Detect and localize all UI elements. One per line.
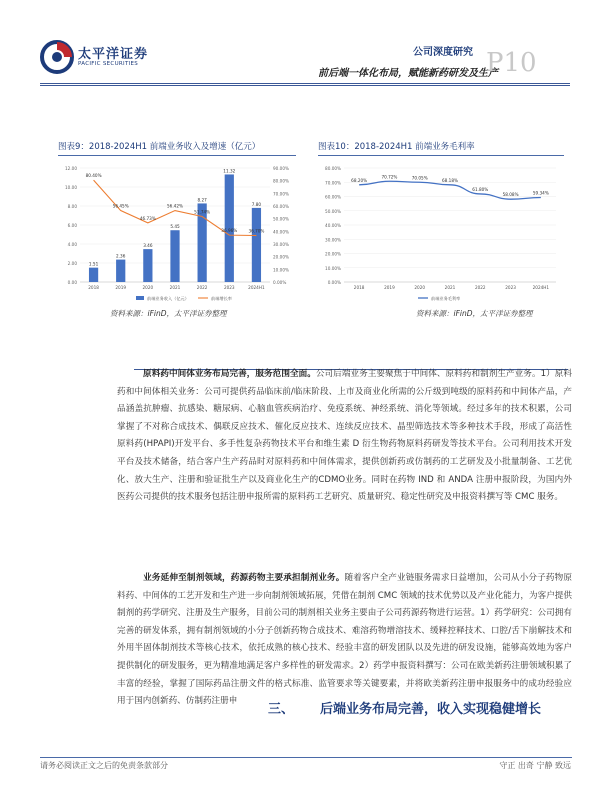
line-value-label: 70.05%	[411, 175, 428, 181]
figure-10-title: 图表10：2018-2024H1 前端业务毛利率	[318, 140, 564, 156]
line-value-label: 61.80%	[472, 186, 489, 192]
section-number: 三、	[268, 702, 295, 717]
bar-value-label: 1.51	[88, 261, 99, 267]
bar-value-label: 11.32	[223, 168, 236, 174]
report-type: 公司深度研究	[413, 47, 473, 58]
x-tick-label: 2024H1	[248, 285, 265, 290]
y-tick-label: 30.00%	[325, 237, 341, 243]
gross-margin-chart	[318, 156, 564, 306]
line-value-label: 70.72%	[381, 174, 398, 180]
logo-text-cn: 太平洋证券	[78, 47, 149, 62]
y-tick-label: 6.00	[67, 223, 77, 228]
bar-value-label: 8.27	[197, 197, 207, 203]
footer-motto: 守正 出奇 宁静 致远	[499, 761, 571, 770]
x-tick-label: 2022	[196, 285, 208, 290]
legend-label: 前端业务收入（亿元）	[147, 296, 189, 301]
report-title: 前后端一体化布局，赋能新药研发及生产	[318, 68, 498, 79]
y2-tick-label: 20.00%	[273, 254, 289, 260]
y-tick-label: 10.00	[65, 185, 77, 190]
paragraph-1-lead: 原料药中间体业务布局完善，服务范围全面。	[143, 369, 316, 379]
footer-disclaimer: 请务必阅读正文之后的免责条款部分	[40, 761, 168, 770]
line-value-label: 80.40%	[85, 173, 102, 179]
y2-tick-label: 40.00%	[273, 229, 289, 235]
logo-text-en: PACIFIC SECURITIES	[78, 61, 139, 67]
paragraph-2-text: 随着客户全产业链服务需求日益增加，公司从小分子药物原料药、中间体的工艺开发和生产进一步向制剂领域拓展，凭借在制剂 CMC 领域的技术优势以及产业化能力，为客户提供制剂的药学研究、注册及生产服务，目前公司的制剂相关业务主要由子公司药源药物进行运营。1）药学研究：公司拥有完善的研发体系，拥有制剂领域的小分子创新药物合成技术、难溶药物增溶技术、缓释控释技术、口腔/舌下崩解技术和外用半固体制剂技术等核心技术，依托成熟的核心技术、经验丰富的研发团队以及先进的研发设施，能够高效地为客户提供制化的研发服务，更为精准地满足客户多样性的研发需求。2）药学申报资料撰写：公司在欧美新药注册领域积累了丰富的经验，掌握了国际药品注册文件的格式标准、监管要求等关键要素，并将欧美新药注册申报服务中的成功经验应用于国内创新药、仿制药注册申	[117, 573, 572, 707]
revenue-growth-chart	[58, 156, 296, 306]
header-divider-secondary	[40, 85, 570, 86]
y-tick-label: 12.00	[65, 166, 77, 171]
line-value-label: 36.70%	[248, 228, 265, 234]
line-value-label: 56.45%	[112, 203, 129, 209]
y-tick-label: 2.00	[67, 261, 77, 266]
y2-tick-label: 50.00%	[273, 216, 289, 222]
y-tick-label: 80.00%	[325, 166, 341, 171]
bar	[170, 230, 179, 282]
line-value-label: 46.73%	[139, 215, 156, 221]
x-tick-label: 2020	[142, 285, 154, 290]
figure-10-source: 资料来源：iFinD，太平洋证券整理	[416, 309, 533, 318]
y2-tick-label: 60.00%	[273, 204, 289, 209]
x-tick-label: 2021	[444, 285, 456, 290]
figure-9-title: 图表9：2018-2024H1 前端业务收入及增速（亿元）	[58, 140, 296, 156]
y-tick-label: 50.00%	[325, 208, 341, 214]
line-value-label: 58.08%	[502, 192, 519, 198]
figure-10	[318, 140, 564, 318]
y-tick-label: 8.00	[67, 204, 77, 209]
bar-value-label: 7.80	[251, 201, 262, 207]
line-value-label: 36.96%	[221, 228, 238, 234]
bar-value-label: 2.36	[116, 253, 126, 259]
y-tick-label: 0.00%	[327, 280, 341, 285]
y-tick-label: 0.00	[67, 280, 77, 285]
line-value-label: 68.18%	[442, 177, 458, 183]
figure-9	[58, 140, 296, 318]
y2-tick-label: 70.00%	[273, 191, 289, 197]
paragraph-formulation	[117, 570, 572, 711]
line-value-label: 51.74%	[194, 209, 211, 215]
bar	[116, 260, 125, 282]
x-tick-label: 2019	[384, 285, 395, 290]
y-tick-label: 10.00%	[325, 265, 341, 271]
line-value-label: 59.34%	[532, 190, 549, 196]
y2-tick-label: 10.00%	[273, 267, 289, 273]
y2-tick-label: 80.00%	[273, 178, 289, 184]
company-logo	[40, 40, 160, 74]
y2-tick-label: 0.00%	[273, 280, 287, 285]
x-tick-label: 2021	[169, 285, 181, 290]
x-tick-label: 2023	[223, 285, 235, 290]
x-tick-label: 2018	[353, 285, 365, 290]
legend-label: 前端增长率	[211, 296, 232, 301]
page-number: P10	[486, 48, 537, 78]
bar-value-label: 5.45	[170, 224, 180, 230]
x-tick-label: 2020	[414, 285, 426, 290]
paragraph-1-text: 公司后端业务主要聚焦于中间体、原料药和制剂生产业务。1）原料药和中间体相关业务：公司可提供药品临床前/临床阶段、上市及商业化所需的公斤级到吨级的原料药和中间体产品，产品涵盖抗肿瘤、抗感染、糖尿病、心脑血管疾病治疗、免疫系统、神经系统、消化等领域。经过多年的技术积累，公司掌握了不对称合成技术、偶联反应技术、催化反应技术、连续反应技术、晶型筛选技术等多种技术手段，形成了高活性原料药(HPAPI)开发平台、多手性复杂药物技术平台和维生素 D 衍生物药物原料药研发等技术平台。公司利用技术开发平台及技术储备，结合客户生产药品时对原料药和中间体需求，提供创新药或仿制药的工艺研发及小批量制备、工艺优化、放大生产、注册和验证批生产以及商业化生产的CDMO业务。同时在药物 IND 和 ANDA 注册申报阶段，为国内外医药公司提供的技术服务包括注册申报所需的原料药工艺研究、质量研究、稳定性研究及申报资料撰写等 CMC 服务。	[117, 369, 572, 503]
line-value-label: 56.42%	[167, 203, 183, 209]
line-value-label: 68.20%	[351, 177, 368, 183]
figure-9-source: 资料来源：iFinD，太平洋证券整理	[110, 309, 227, 318]
bar	[252, 208, 261, 282]
x-tick-label: 2018	[88, 285, 99, 290]
y2-tick-label: 90.00%	[273, 166, 289, 171]
bar-value-label: 3.46	[143, 243, 153, 249]
paragraph-2-lead: 业务延伸至制剂领域，药源药物主要承担制剂业务。	[143, 573, 345, 583]
y-tick-label: 40.00%	[325, 223, 341, 228]
header-divider	[40, 83, 570, 84]
section-title: 后端业务布局完善，收入实现稳健增长	[320, 702, 542, 717]
x-tick-label: 2023	[505, 285, 516, 290]
x-tick-label: 2022	[474, 285, 486, 290]
logo-mark-icon	[40, 40, 74, 74]
y-tick-label: 4.00	[67, 242, 77, 247]
x-tick-label: 2024H1	[532, 285, 550, 290]
bar	[89, 268, 98, 282]
legend-swatch	[136, 296, 144, 300]
y-tick-label: 20.00%	[325, 251, 341, 257]
y2-tick-label: 30.00%	[273, 242, 289, 247]
bar	[198, 203, 207, 282]
page-header	[0, 0, 613, 90]
legend-label: 前端业务毛利率	[431, 296, 461, 301]
x-tick-label: 2019	[115, 285, 127, 290]
footer-divider	[40, 757, 572, 758]
y-tick-label: 70.00%	[325, 180, 341, 186]
y-tick-label: 60.00%	[325, 194, 341, 200]
paragraph-backend-api	[117, 366, 572, 507]
bar	[143, 249, 152, 282]
